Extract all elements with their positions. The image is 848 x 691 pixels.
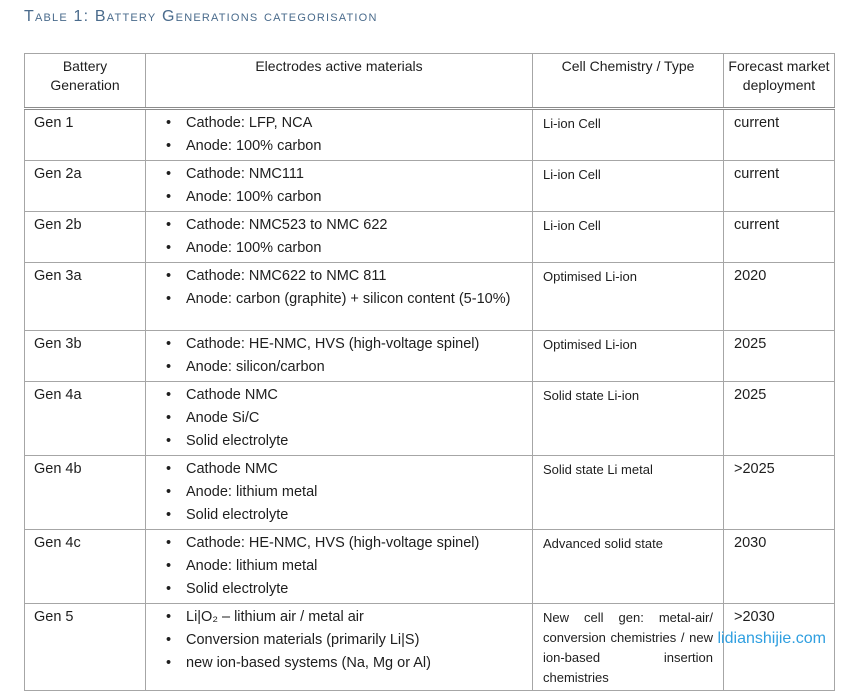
cell-forecast: >2030 bbox=[724, 604, 835, 691]
materials-list bbox=[164, 458, 526, 527]
cell-materials bbox=[146, 604, 533, 691]
cell-chemistry: Li-ion Cell bbox=[533, 212, 724, 263]
material-item: • Cathode: NMC622 to NMC 811 bbox=[164, 265, 526, 288]
table-row bbox=[25, 331, 835, 382]
table-body bbox=[25, 109, 835, 691]
material-item: • Anode: lithium metal bbox=[164, 481, 526, 504]
cell-chemistry: Solid state Li-ion bbox=[533, 382, 724, 456]
cell-forecast: 2025 bbox=[724, 382, 835, 456]
cell-chemistry: Optimised Li-ion bbox=[533, 331, 724, 382]
material-item: • Anode: lithium metal bbox=[164, 555, 526, 578]
cell-generation: Gen 4c bbox=[25, 530, 146, 604]
cell-forecast: current bbox=[724, 109, 835, 161]
cell-chemistry: Li-ion Cell bbox=[533, 161, 724, 212]
materials-list bbox=[164, 265, 526, 311]
cell-chemistry: Solid state Li metal bbox=[533, 456, 724, 530]
material-item: • Conversion materials (primarily Li|S) bbox=[164, 629, 526, 652]
cell-generation: Gen 5 bbox=[25, 604, 146, 691]
material-item: • Anode: 100% carbon bbox=[164, 135, 526, 158]
cell-materials bbox=[146, 212, 533, 263]
table-row bbox=[25, 161, 835, 212]
cell-forecast: 2025 bbox=[724, 331, 835, 382]
material-item: • Anode: silicon/carbon bbox=[164, 356, 526, 379]
cell-forecast: current bbox=[724, 161, 835, 212]
header-battery-generation: Battery Generation bbox=[25, 54, 146, 109]
material-item: • Anode: 100% carbon bbox=[164, 186, 526, 209]
materials-list bbox=[164, 606, 526, 675]
table-row bbox=[25, 382, 835, 456]
material-item: • Solid electrolyte bbox=[164, 430, 526, 453]
material-item: • Cathode: LFP, NCA bbox=[164, 112, 526, 135]
cell-chemistry: Optimised Li-ion bbox=[533, 263, 724, 331]
material-item: • new ion-based systems (Na, Mg or Al) bbox=[164, 652, 526, 675]
materials-list bbox=[164, 214, 526, 260]
table-caption: Table 1: Battery Generations categorisation bbox=[24, 8, 378, 25]
cell-materials bbox=[146, 161, 533, 212]
cell-materials bbox=[146, 382, 533, 456]
cell-generation: Gen 1 bbox=[25, 109, 146, 161]
cell-forecast: current bbox=[724, 212, 835, 263]
material-item: • Cathode: NMC523 to NMC 622 bbox=[164, 214, 526, 237]
cell-chemistry: New cell gen: metal-air/ conversion chemistries / new ion-based insertion chemistries bbox=[533, 604, 724, 691]
cell-materials bbox=[146, 263, 533, 331]
cell-materials bbox=[146, 331, 533, 382]
material-item: • Anode: carbon (graphite) + silicon content (5-10%) bbox=[164, 288, 526, 311]
table-row bbox=[25, 109, 835, 161]
cell-materials bbox=[146, 456, 533, 530]
material-item: • Solid electrolyte bbox=[164, 578, 526, 601]
cell-forecast: >2025 bbox=[724, 456, 835, 530]
material-item: • Solid electrolyte bbox=[164, 504, 526, 527]
cell-chemistry: Advanced solid state bbox=[533, 530, 724, 604]
cell-generation: Gen 2b bbox=[25, 212, 146, 263]
watermark: lidianshijie.com bbox=[717, 630, 826, 647]
material-item: • Anode: 100% carbon bbox=[164, 237, 526, 260]
cell-generation: Gen 4a bbox=[25, 382, 146, 456]
header-cell-chemistry: Cell Chemistry / Type bbox=[533, 54, 724, 109]
cell-generation: Gen 4b bbox=[25, 456, 146, 530]
cell-generation: Gen 3a bbox=[25, 263, 146, 331]
material-item: • Cathode: HE-NMC, HVS (high-voltage spinel) bbox=[164, 532, 526, 555]
header-forecast-deployment: Forecast market deployment bbox=[724, 54, 835, 109]
table-row bbox=[25, 530, 835, 604]
materials-list bbox=[164, 532, 526, 601]
materials-list bbox=[164, 163, 526, 209]
cell-materials bbox=[146, 530, 533, 604]
material-item: • Cathode: NMC111 bbox=[164, 163, 526, 186]
cell-forecast: 2030 bbox=[724, 530, 835, 604]
cell-chemistry: Li-ion Cell bbox=[533, 109, 724, 161]
cell-materials bbox=[146, 109, 533, 161]
table-header-row bbox=[25, 54, 835, 109]
material-item: • Cathode NMC bbox=[164, 458, 526, 481]
material-item: • Anode Si/C bbox=[164, 407, 526, 430]
material-item: • Cathode: HE-NMC, HVS (high-voltage spinel) bbox=[164, 333, 526, 356]
material-item: • Li|O₂ – lithium air / metal air bbox=[164, 606, 526, 629]
table-row bbox=[25, 456, 835, 530]
cell-generation: Gen 3b bbox=[25, 331, 146, 382]
battery-generations-table bbox=[24, 53, 835, 691]
table-row bbox=[25, 604, 835, 691]
material-item: • Cathode NMC bbox=[164, 384, 526, 407]
cell-forecast: 2020 bbox=[724, 263, 835, 331]
materials-list bbox=[164, 384, 526, 453]
cell-generation: Gen 2a bbox=[25, 161, 146, 212]
header-electrodes-materials: Electrodes active materials bbox=[146, 54, 533, 109]
materials-list bbox=[164, 112, 526, 158]
materials-list bbox=[164, 333, 526, 379]
table-row bbox=[25, 263, 835, 331]
table-row bbox=[25, 212, 835, 263]
